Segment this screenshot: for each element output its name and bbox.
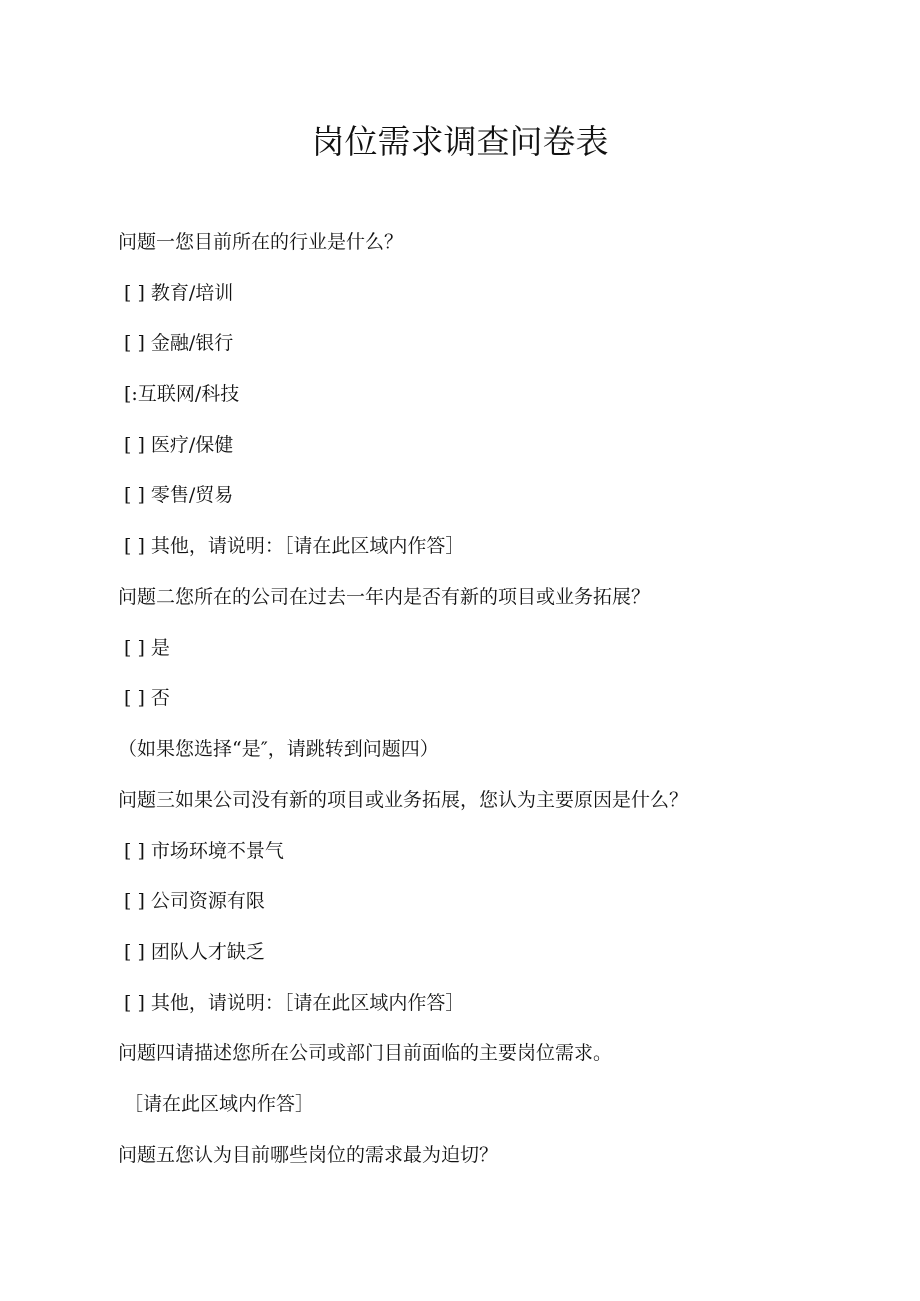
- q1-option-internet[interactable]: [:互联网/科技: [124, 383, 240, 405]
- q2-skip-note: （如果您选择“是″，请跳转到问题四）: [118, 738, 439, 760]
- q4-answer-area[interactable]: ［请在此区域内作答］: [124, 1093, 315, 1115]
- page-title: 岗位需求调查问卷表: [311, 122, 609, 161]
- q1-option-finance[interactable]: [ ] 金融/银行: [124, 332, 234, 354]
- question-5: 问题五您认为目前哪些岗位的需求最为迫切？: [118, 1144, 499, 1166]
- q1-option-medical[interactable]: [ ] 医疗/保健: [124, 434, 234, 456]
- q1-option-other[interactable]: [ ] 其他，请说明：［请在此区域内作答］: [124, 535, 465, 557]
- q3-option-talent[interactable]: [ ] 团队人才缺乏: [124, 941, 265, 963]
- q1-option-education[interactable]: [ ] 教育/培训: [124, 282, 234, 304]
- question-4: 问题四请描述您所在公司或部门目前面临的主要岗位需求。: [118, 1042, 613, 1064]
- q3-option-market[interactable]: [ ] 市场环境不景气: [124, 840, 284, 862]
- q2-option-no[interactable]: [ ] 否: [124, 687, 170, 709]
- question-1: 问题一您目前所在的行业是什么？: [118, 231, 404, 253]
- q1-option-retail[interactable]: [ ] 零售/贸易: [124, 484, 234, 506]
- q3-option-resources[interactable]: [ ] 公司资源有限: [124, 890, 265, 912]
- q2-option-yes[interactable]: [ ] 是: [124, 637, 170, 659]
- q3-option-other[interactable]: [ ] 其他，请说明：［请在此区域内作答］: [124, 992, 465, 1014]
- question-3: 问题三如果公司没有新的项目或业务拓展，您认为主要原因是什么？: [118, 789, 689, 811]
- question-2: 问题二您所在的公司在过去一年内是否有新的项目或业务拓展？: [118, 586, 651, 608]
